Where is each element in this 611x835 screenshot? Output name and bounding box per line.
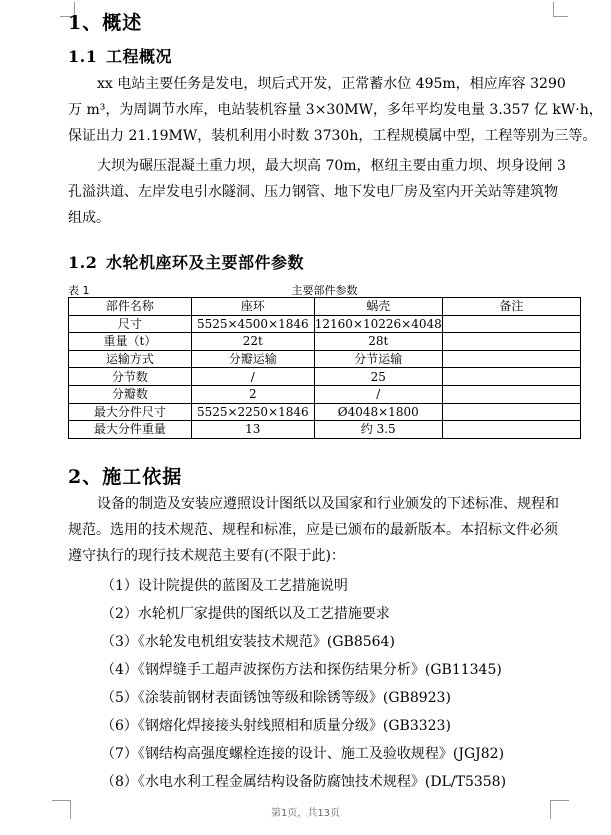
section-1-1-title: 工程概况	[106, 47, 173, 66]
section-1-1-heading	[68, 44, 172, 67]
table-cell: 13	[191, 421, 314, 439]
table-cell: /	[191, 368, 314, 386]
table-row	[69, 421, 581, 439]
parameter-table	[68, 297, 581, 439]
table-cell	[442, 403, 580, 421]
section-1-heading: 1、概述	[68, 12, 143, 34]
table-cell: 运输方式	[69, 350, 192, 368]
list-item: （8）《水电水利工程金属结构设备防腐蚀技术规程》(DL/T5358)	[101, 774, 507, 790]
text-line: 保证出力 21.19MW，装机利用小时数 3730h，工程规模属中型，工程等别为三等。	[68, 128, 597, 144]
table-header-cell: 部件名称	[69, 298, 192, 316]
text-line: 孔溢洪道、左岸发电引水隧洞、压力钢管、地下发电厂房及室内开关站等建筑物	[68, 184, 558, 200]
table-caption	[68, 282, 581, 296]
table-header-cell: 备注	[442, 298, 580, 316]
table-row	[69, 385, 581, 403]
list-item: （7）《钢结构高强度螺栓连接的设计、施工及验收规程》(JGJ82)	[101, 746, 505, 762]
section-1-2-heading	[68, 250, 304, 273]
list-item: （5）《涂装前钢材表面锈蚀等级和除锈等级》(GB8923)	[101, 690, 451, 706]
list-item: （4）《钢焊缝手工超声波探伤方法和探伤结果分析》(GB11345)	[101, 662, 502, 678]
text-line: 大坝为碾压混凝土重力坝，最大坝高 70m，枢纽主要由重力坝、坝身设闸 3	[97, 158, 566, 174]
table-cell: 重量（t）	[69, 333, 192, 351]
table-header-row	[69, 298, 581, 316]
table-cell: 12160×10226×4048	[314, 316, 442, 331]
list-item: （3）《水轮发电机组安装技术规范》(GB8564)	[101, 634, 395, 650]
text-line: 规范。选用的技术规范、规程和标准，应是已颁布的最新版本。本招标文件必须	[68, 522, 558, 538]
table-cell	[442, 421, 580, 439]
section-1-1-number: 1.1	[68, 47, 98, 66]
overview-paragraph-2	[68, 153, 582, 231]
table-cell	[442, 315, 580, 333]
table-cell: 5525×2250×1846	[191, 403, 314, 421]
table-cell: 25	[314, 368, 442, 386]
table-cell: 分瓣数	[69, 385, 192, 403]
table-row	[69, 315, 581, 333]
table-cell: 分瓣运输	[191, 350, 314, 368]
section-1-2-number: 1.2	[68, 253, 98, 272]
table-row	[69, 350, 581, 368]
text-line: 设备的制造及安装应遵照设计图纸以及国家和行业颁发的下述标准、规程和	[97, 496, 559, 512]
table-cell	[442, 368, 580, 386]
text-line: 遵守执行的现行技术规范主要有(不限于此)：	[68, 548, 345, 564]
table-cell: 最大分件重量	[69, 421, 192, 439]
table-cell: 22t	[191, 333, 314, 351]
section-2-heading: 2、施工依据	[68, 466, 183, 488]
table-cell: 28t	[314, 333, 442, 351]
table-cell	[442, 350, 580, 368]
page-footer: 第1页，共13页	[270, 808, 341, 819]
table-cell: 最大分件尺寸	[69, 403, 192, 421]
text-line: xx 电站主要任务是发电，坝后式开发，正常蓄水位 495m，相应库容 3290	[97, 76, 566, 92]
table-cell: 尺寸	[69, 315, 192, 333]
text-line: 组成。	[68, 210, 110, 226]
table-header-cell: 蜗壳	[314, 298, 442, 316]
section-1-2-title: 水轮机座环及主要部件参数	[106, 253, 305, 272]
standards-list	[101, 572, 506, 796]
table-title: 主要部件参数	[291, 284, 358, 297]
table-cell	[442, 333, 580, 351]
table-label: 表 1	[68, 284, 90, 297]
list-item: （1）设计院提供的蓝图及工艺措施说明	[101, 578, 348, 594]
overview-paragraph-1	[68, 71, 603, 149]
table-cell	[442, 385, 580, 403]
table-row	[69, 368, 581, 386]
table-cell: /	[314, 385, 442, 403]
basis-paragraph	[68, 491, 582, 569]
table-row	[69, 403, 581, 421]
table-cell: Ø4048×1800	[314, 403, 442, 421]
table-cell: 分节运输	[314, 350, 442, 368]
table-cell: 分节数	[69, 368, 192, 386]
table-cell: 约 3.5	[314, 421, 442, 439]
table-cell: 5525×4500×1846	[191, 315, 314, 333]
table-cell: 2	[191, 385, 314, 403]
table-row	[69, 333, 581, 351]
text-line: 万 m³，为周调节水库，电站装机容量 3×30MW，多年平均发电量 3.357 亿 kW·h，	[68, 102, 603, 118]
crop-mark-top-right	[553, 2, 568, 17]
list-item: （2）水轮机厂家提供的图纸以及工艺措施要求	[101, 606, 390, 622]
list-item: （6）《钢熔化焊接接头射线照相和质量分级》(GB3323)	[101, 718, 451, 734]
table-header-cell: 座环	[191, 298, 314, 316]
